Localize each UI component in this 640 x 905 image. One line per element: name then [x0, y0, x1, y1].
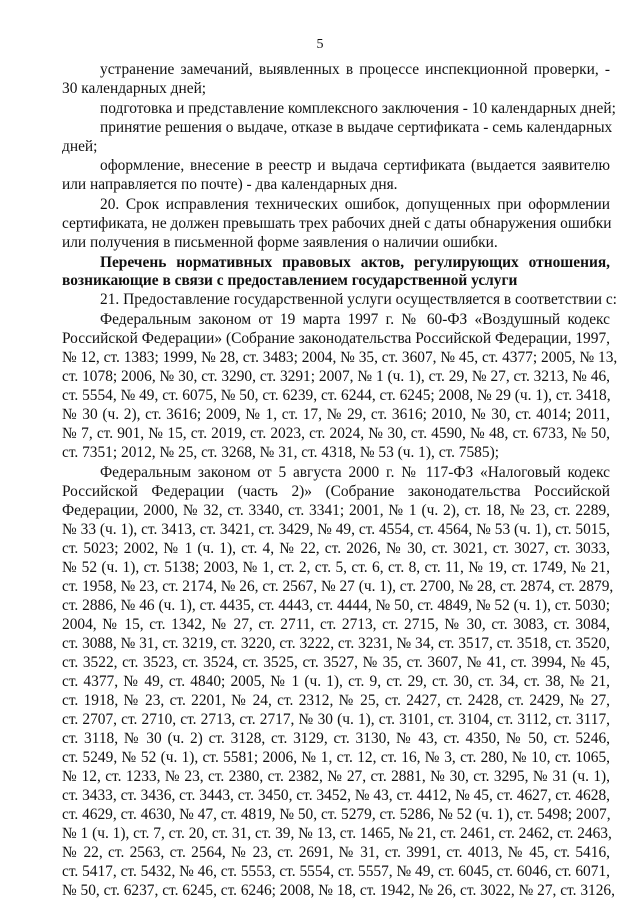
- text-line: ст. 3433, ст. 3436, ст. 3443, ст. 3450, ст. 3452, № 43, ст. 4412, № 45, ст. 4627, ст. 4628,: [62, 787, 610, 804]
- text-line: Российской Федерации» (Собрание законодательства Российской Федерации, 1997,: [62, 330, 610, 347]
- text-line: ст. 5554, № 49, ст. 6075, № 50, ст. 6239, ст. 6244, ст. 6245; 2008, № 29 (ч. 1), ст. 3418,: [62, 387, 611, 404]
- text-line: ст. 4629, ст. 4630, № 47, ст. 4819, № 50, ст. 5279, ст. 5286, № 52 (ч. 1), ст. 5498; 2007,: [62, 806, 611, 823]
- text-line: ст. 1918, № 23, ст. 2201, № 24, ст. 2312, № 25, ст. 2427, ст. 2428, ст. 2429, № 27,: [62, 692, 610, 709]
- text-line: ст. 1078; 2006, № 30, ст. 3290, ст. 3291; 2007, № 1 (ч. 1), ст. 29, № 27, ст. 3213, № 46,: [62, 368, 610, 385]
- text-line: № 52 (ч. 1), ст. 5138; 2003, № 1, ст. 2, ст. 5, ст. 6, ст. 8, ст. 11, № 19, ст. 1749, № 21,: [62, 559, 610, 576]
- text-line: или получения в письменной форме заявления о наличии ошибки.: [62, 234, 498, 251]
- text-line: ст. 7351; 2012, № 25, ст. 3268, № 31, ст. 4318, № 53 (ч. 1), ст. 7585);: [62, 444, 499, 461]
- text-line: № 12, ст. 1383; 1999, № 28, ст. 3483; 2004, № 35, ст. 3607, № 45, ст. 4377; 2005, № 13,: [62, 349, 618, 366]
- text-line: ст. 4377, № 49, ст. 4840; 2005, № 1 (ч. 1), ст. 9, ст. 29, ст. 30, ст. 34, ст. 38, № 21,: [62, 673, 610, 690]
- text-line: № 50, ст. 6237, ст. 6245, ст. 6246; 2008, № 18, ст. 1942, № 26, ст. 3022, № 27, ст. 3126,: [62, 882, 615, 899]
- text-line: ст. 5023; 2002, № 1 (ч. 1), ст. 4, № 22, ст. 2026, № 30, ст. 3021, ст. 3027, ст. 3033,: [62, 540, 610, 557]
- text-line: 2004, № 15, ст. 1342, № 27, ст. 2711, ст. 2713, ст. 2715, № 30, ст. 3083, ст. 3084,: [62, 616, 610, 633]
- text-line: 20. Срок исправления технических ошибок, допущенных при оформлении: [100, 196, 610, 213]
- text-line: № 22, ст. 2563, ст. 2564, № 23, ст. 2691, № 31, ст. 3991, ст. 4013, № 45, ст. 5416,: [62, 844, 610, 861]
- section-heading: Перечень нормативных правовых актов, регулирующих отношения,: [100, 254, 610, 271]
- text-line: или направляется по почте) - два календарных дня.: [62, 176, 398, 193]
- text-line: дней;: [62, 138, 98, 155]
- text-line: ст. 5249, № 52 (ч. 1), ст. 5581; 2006, № 1, ст. 12, ст. 16, № 3, ст. 280, № 10, ст. 1065,: [62, 749, 610, 766]
- section-heading: возникающие в связи с предоставлением государственной услуги: [62, 272, 518, 289]
- text-line: № 12, ст. 1233, № 23, ст. 2380, ст. 2382, № 27, ст. 2881, № 30, ст. 3295, № 31 (ч. 1),: [62, 768, 610, 785]
- text-line: Федеральным законом от 19 марта 1997 г. № 60-ФЗ «Воздушный кодекс: [100, 311, 610, 328]
- text-line: ст. 3118, № 30 (ч. 2) ст. 3128, ст. 3129, ст. 3130, № 43, ст. 4350, № 50, ст. 5246,: [62, 730, 610, 747]
- text-line: ст. 2707, ст. 2710, ст. 2713, ст. 2717, № 30 (ч. 1), ст. 3101, ст. 3104, ст. 3112, ст. 3117,: [62, 711, 610, 728]
- text-line: ст. 3088, № 31, ст. 3219, ст. 3220, ст. 3222, ст. 3231, № 34, ст. 3517, ст. 3518, ст. 3520,: [62, 635, 610, 652]
- text-line: Федерации, 2000, № 32, ст. 3340, ст. 3341; 2001, № 1 (ч. 2), ст. 18, № 23, ст. 2289,: [62, 502, 610, 519]
- text-line: сертификата, не должен превышать трех рабочих дней с даты обнаружения ошибки: [62, 215, 612, 232]
- text-line: устранение замечаний, выявленных в процессе инспекционной проверки, -: [100, 61, 610, 78]
- page-number: 5: [316, 37, 324, 52]
- text-line: подготовка и представление комплексного заключения - 10 календарных дней;: [100, 100, 616, 117]
- text-line: ст. 1958, № 23, ст. 2174, № 26, ст. 2567, № 27 (ч. 1), ст. 2700, № 28, ст. 2874, ст. 2879,: [62, 578, 614, 595]
- text-line: № 30 (ч. 2), ст. 3616; 2009, № 1, ст. 17, № 29, ст. 3616; 2010, № 30, ст. 4014; 2011,: [62, 406, 610, 423]
- text-line: ст. 2886, № 46 (ч. 1), ст. 4435, ст. 4443, ст. 4444, № 50, ст. 4849, № 52 (ч. 1), ст. 5030;: [62, 597, 610, 614]
- text-line: Федеральным законом от 5 августа 2000 г. № 117-ФЗ «Налоговый кодекс: [100, 464, 610, 481]
- text-line: № 1 (ч. 1), ст. 7, ст. 20, ст. 31, ст. 39, № 13, ст. 1465, № 21, ст. 2461, ст. 2462, ст. 2463,: [62, 825, 612, 842]
- text-line: ст. 3522, ст. 3523, ст. 3524, ст. 3525, ст. 3527, № 35, ст. 3607, № 41, ст. 3994, № 45,: [62, 654, 610, 671]
- text-line: Российской Федерации (часть 2)» (Собрание законодательства Российской: [62, 483, 610, 500]
- text-line: № 33 (ч. 1), ст. 3413, ст. 3421, ст. 3429, № 49, ст. 4554, ст. 4564, № 53 (ч. 1), ст. 5015,: [62, 521, 610, 538]
- text-line: оформление, внесение в реестр и выдача сертификата (выдается заявителю: [100, 157, 610, 174]
- text-line: 30 календарных дней;: [62, 80, 207, 97]
- text-line: 21. Предоставление государственной услуги осуществляется в соответствии с:: [100, 291, 617, 308]
- text-line: ст. 5417, ст. 5432, № 46, ст. 5553, ст. 5554, ст. 5557, № 49, ст. 6045, ст. 6046, ст. 6071,: [62, 863, 610, 880]
- text-line: принятие решения о выдаче, отказе в выдаче сертификата - семь календарных: [100, 119, 613, 136]
- text-line: № 7, ст. 901, № 15, ст. 2019, ст. 2023, ст. 2024, № 30, ст. 4590, № 48, ст. 6733, № 50,: [62, 425, 610, 442]
